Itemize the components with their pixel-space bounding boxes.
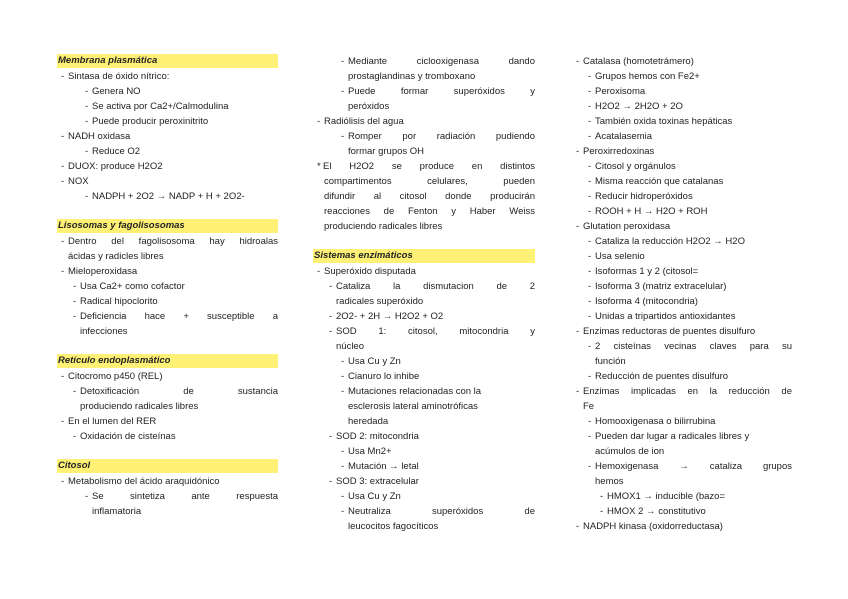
note-text: Mutación → letal — [348, 461, 419, 472]
note-text: radicales superóxido — [336, 296, 424, 307]
note-text: Citosol y orgánulos — [595, 161, 676, 172]
dash-bullet-icon: - — [73, 386, 77, 397]
dash-bullet-icon: - — [85, 101, 89, 112]
note-text: Peroxirredoxinas — [583, 146, 655, 157]
note-line — [313, 279, 535, 294]
section-gap — [57, 444, 278, 459]
dash-bullet-icon: - — [588, 176, 592, 187]
note-line — [313, 369, 535, 384]
dash-bullet-icon: - — [85, 86, 89, 97]
asterisk-icon: * — [317, 161, 321, 172]
dash-bullet-icon: - — [588, 371, 592, 382]
note-line — [313, 474, 535, 489]
note-line — [57, 99, 278, 114]
note-text: Unidas a tripartidos antioxidantes — [595, 311, 736, 322]
note-line — [57, 504, 278, 519]
note-text: Detoxificación de sustancia — [80, 386, 278, 397]
note-line — [572, 294, 792, 309]
note-line — [313, 504, 535, 519]
note-text: Hemoxigenasa → cataliza grupos — [595, 461, 792, 472]
note-line — [57, 174, 278, 189]
dash-bullet-icon: - — [341, 356, 345, 367]
note-line — [572, 54, 792, 69]
note-line — [57, 69, 278, 84]
dash-bullet-icon: - — [85, 491, 89, 502]
note-text: infecciones — [80, 326, 128, 337]
note-text: SOD 2: mitocondria — [336, 431, 419, 442]
note-line — [57, 249, 278, 264]
note-line — [572, 429, 792, 444]
note-text: Dentro del fagolisosoma hay hidroalas — [68, 236, 278, 247]
note-text: reacciones de Fenton y Haber Weiss — [324, 206, 535, 217]
note-text: En el lumen del RER — [68, 416, 157, 427]
note-text: leucocitos fagocíticos — [348, 521, 439, 532]
note-line — [313, 219, 535, 234]
note-line — [313, 489, 535, 504]
dash-bullet-icon: - — [576, 386, 580, 397]
note-line — [313, 459, 535, 474]
note-line — [57, 294, 278, 309]
dash-bullet-icon: - — [341, 506, 345, 517]
note-text: 2O2- + 2H → H2O2 + O2 — [336, 311, 444, 322]
note-line — [313, 174, 535, 189]
note-line — [57, 279, 278, 294]
note-line — [313, 399, 535, 414]
note-line — [572, 399, 792, 414]
column-2 — [313, 54, 535, 534]
note-text: También oxida toxinas hepáticas — [595, 116, 733, 127]
note-line — [572, 414, 792, 429]
dash-bullet-icon: - — [576, 146, 580, 157]
note-text: Se activa por Ca2+/Calmodulina — [92, 101, 229, 112]
note-text: Neutraliza superóxidos de — [348, 506, 535, 517]
note-text: Metabolismo del ácido araquidónico — [68, 476, 220, 487]
note-line — [57, 324, 278, 339]
dash-bullet-icon: - — [576, 221, 580, 232]
dash-bullet-icon: - — [588, 161, 592, 172]
dash-bullet-icon: - — [588, 341, 592, 352]
note-line — [572, 474, 792, 489]
dash-bullet-icon: - — [329, 311, 333, 322]
note-text: Deficiencia hace + susceptible a — [80, 311, 278, 322]
dash-bullet-icon: - — [341, 386, 345, 397]
note-line — [572, 519, 792, 534]
note-line — [313, 309, 535, 324]
note-text: Glutation peroxidasa — [583, 221, 671, 232]
note-line — [57, 489, 278, 504]
dash-bullet-icon: - — [329, 326, 333, 337]
note-line — [57, 309, 278, 324]
note-text: hemos — [595, 476, 624, 487]
dash-bullet-icon: - — [341, 491, 345, 502]
note-line — [572, 354, 792, 369]
note-line — [57, 189, 278, 204]
note-line — [313, 129, 535, 144]
section-heading: Sistemas enzimáticos — [313, 249, 535, 263]
dash-bullet-icon: - — [61, 161, 65, 172]
note-text: Romper por radiación pudiendo — [348, 131, 535, 142]
dash-bullet-icon: - — [61, 266, 65, 277]
dash-bullet-icon: - — [576, 326, 580, 337]
dash-bullet-icon: - — [73, 431, 77, 442]
note-line — [313, 444, 535, 459]
note-line — [313, 339, 535, 354]
note-line — [572, 324, 792, 339]
dash-bullet-icon: - — [588, 71, 592, 82]
dash-bullet-icon: - — [341, 86, 345, 97]
dash-bullet-icon: - — [61, 371, 65, 382]
note-text: Cataliza la reducción H2O2 → H2O — [595, 236, 745, 247]
dash-bullet-icon: - — [341, 446, 345, 457]
note-text: formar grupos OH — [348, 146, 425, 157]
note-line — [313, 54, 535, 69]
note-line — [313, 429, 535, 444]
note-text: Homooxigenasa o bilirrubina — [595, 416, 716, 427]
note-line — [572, 264, 792, 279]
note-line — [572, 174, 792, 189]
dash-bullet-icon: - — [588, 281, 592, 292]
column-1 — [57, 54, 278, 519]
note-line — [57, 474, 278, 489]
note-line — [572, 249, 792, 264]
note-line — [572, 129, 792, 144]
note-text: Cianuro lo inhibe — [348, 371, 420, 382]
note-text: Se sintetiza ante respuesta — [92, 491, 278, 502]
note-line — [57, 429, 278, 444]
note-text: núcleo — [336, 341, 364, 352]
note-line — [572, 384, 792, 399]
dash-bullet-icon: - — [61, 476, 65, 487]
note-text: ácidas y radicles libres — [68, 251, 164, 262]
note-text: Enzimas implicadas en la reducción de — [583, 386, 792, 397]
note-line — [572, 69, 792, 84]
note-line — [57, 84, 278, 99]
section-gap — [57, 204, 278, 219]
note-text: Isoformas 1 y 2 (citosol= — [595, 266, 699, 277]
note-line — [313, 519, 535, 534]
note-line — [57, 129, 278, 144]
dash-bullet-icon: - — [329, 431, 333, 442]
note-text: Mieloperoxidasa — [68, 266, 138, 277]
dash-bullet-icon: - — [576, 521, 580, 532]
note-line — [57, 414, 278, 429]
note-text: SOD 3: extracelular — [336, 476, 419, 487]
note-line — [313, 324, 535, 339]
note-text: prostaglandinas y tromboxano — [348, 71, 476, 82]
note-text: Usa selenio — [595, 251, 645, 262]
dash-bullet-icon: - — [73, 296, 77, 307]
note-text: Isoforma 4 (mitocondria) — [595, 296, 698, 307]
note-text: peróxidos — [348, 101, 390, 112]
note-line — [572, 144, 792, 159]
note-text: 2 cisteínas vecinas claves para su — [595, 341, 792, 352]
note-line — [313, 204, 535, 219]
note-line — [572, 189, 792, 204]
note-text: produciendo radicales libres — [324, 221, 443, 232]
note-line — [313, 84, 535, 99]
dash-bullet-icon: - — [341, 371, 345, 382]
dash-bullet-icon: - — [588, 86, 592, 97]
note-text: Usa Cu y Zn — [348, 491, 401, 502]
note-line — [313, 294, 535, 309]
note-text: HMOX 2 → constitutivo — [607, 506, 706, 517]
note-text: DUOX: produce H2O2 — [68, 161, 163, 172]
dash-bullet-icon: - — [317, 266, 321, 277]
note-text: Mediante ciclooxigenasa dando — [348, 56, 535, 67]
dash-bullet-icon: - — [588, 191, 592, 202]
note-line — [572, 84, 792, 99]
dash-bullet-icon: - — [61, 236, 65, 247]
dash-bullet-icon: - — [73, 311, 77, 322]
note-line — [572, 234, 792, 249]
dash-bullet-icon: - — [85, 116, 89, 127]
note-text: Usa Ca2+ como cofactor — [80, 281, 185, 292]
note-line — [57, 384, 278, 399]
note-text: NADPH kinasa (oxidorreductasa) — [583, 521, 723, 532]
note-line — [572, 444, 792, 459]
note-line — [572, 309, 792, 324]
note-text: produciendo radicales libres — [80, 401, 199, 412]
dash-bullet-icon: - — [329, 281, 333, 292]
note-text: Usa Mn2+ — [348, 446, 392, 457]
note-line — [57, 264, 278, 279]
note-text: Misma reacción que catalanas — [595, 176, 724, 187]
note-text: Puede producir peroxinitrito — [92, 116, 209, 127]
section-heading: Retículo endoplasmático — [57, 354, 278, 368]
note-line — [572, 114, 792, 129]
note-line — [572, 99, 792, 114]
note-line — [572, 219, 792, 234]
dash-bullet-icon: - — [588, 296, 592, 307]
note-text: Reducir hidroperóxidos — [595, 191, 693, 202]
note-text: Catalasa (homotetrámero) — [583, 56, 694, 67]
note-text: Oxidación de cisteínas — [80, 431, 176, 442]
note-line — [57, 399, 278, 414]
note-line — [313, 159, 535, 174]
note-text: Isoforma 3 (matriz extracelular) — [595, 281, 727, 292]
note-text: NOX — [68, 176, 89, 187]
dash-bullet-icon: - — [588, 431, 592, 442]
note-text: Fe — [583, 401, 595, 412]
dash-bullet-icon: - — [61, 71, 65, 82]
note-text: El H2O2 se produce en distintos — [323, 161, 535, 172]
note-text: Puede formar superóxidos y — [348, 86, 535, 97]
note-line — [313, 114, 535, 129]
note-line — [57, 159, 278, 174]
note-text: Superóxido disputada — [324, 266, 416, 277]
dash-bullet-icon: - — [588, 116, 592, 127]
note-line — [313, 99, 535, 114]
dash-bullet-icon: - — [85, 191, 89, 202]
column-3 — [572, 54, 792, 534]
note-line — [57, 369, 278, 384]
note-text: Grupos hemos con Fe2+ — [595, 71, 700, 82]
dash-bullet-icon: - — [73, 281, 77, 292]
note-text: acúmulos de ion — [595, 446, 665, 457]
note-text: heredada — [348, 416, 389, 427]
dash-bullet-icon: - — [317, 116, 321, 127]
dash-bullet-icon: - — [576, 56, 580, 67]
dash-bullet-icon: - — [341, 56, 345, 67]
note-text: inflamatoria — [92, 506, 142, 517]
note-line — [57, 144, 278, 159]
note-text: esclerosis lateral aminotróficas — [348, 401, 478, 412]
dash-bullet-icon: - — [588, 461, 592, 472]
section-gap — [57, 339, 278, 354]
note-text: NADPH + 2O2 → NADP + H + 2O2- — [92, 191, 245, 202]
note-text: Radiólisis del agua — [324, 116, 404, 127]
note-text: Peroxisoma — [595, 86, 646, 97]
section-heading: Citosol — [57, 459, 278, 473]
note-line — [313, 189, 535, 204]
note-line — [572, 504, 792, 519]
dash-bullet-icon: - — [341, 461, 345, 472]
note-line — [572, 204, 792, 219]
section-heading: Membrana plasmática — [57, 54, 278, 68]
note-line — [572, 459, 792, 474]
note-text: Pueden dar lugar a radicales libres y — [595, 431, 750, 442]
note-line — [572, 339, 792, 354]
note-text: Mutaciones relacionadas con la — [348, 386, 482, 397]
dash-bullet-icon: - — [329, 476, 333, 487]
section-heading: Lisosomas y fagolisosomas — [57, 219, 278, 233]
note-line — [57, 234, 278, 249]
dash-bullet-icon: - — [588, 131, 592, 142]
note-line — [57, 114, 278, 129]
dash-bullet-icon: - — [600, 506, 604, 517]
dash-bullet-icon: - — [588, 101, 592, 112]
note-text: Usa Cu y Zn — [348, 356, 401, 367]
note-text: función — [595, 356, 626, 367]
note-line — [572, 279, 792, 294]
note-text: H2O2 → 2H2O + 2O — [595, 101, 683, 112]
dash-bullet-icon: - — [61, 176, 65, 187]
dash-bullet-icon: - — [61, 416, 65, 427]
dash-bullet-icon: - — [61, 131, 65, 142]
note-text: Citocromo p450 (REL) — [68, 371, 163, 382]
note-text: Radical hipoclorito — [80, 296, 158, 307]
dash-bullet-icon: - — [341, 131, 345, 142]
note-text: Sintasa de óxido nítrico: — [68, 71, 170, 82]
note-text: NADH oxidasa — [68, 131, 131, 142]
note-line — [313, 264, 535, 279]
note-text: difundir al citosol donde producirán — [324, 191, 535, 202]
note-text: Acatalasemia — [595, 131, 653, 142]
note-text: HMOX1 → inducible (bazo= — [607, 491, 726, 502]
dash-bullet-icon: - — [588, 266, 592, 277]
note-text: Enzimas reductoras de puentes disulfuro — [583, 326, 756, 337]
note-line — [313, 354, 535, 369]
dash-bullet-icon: - — [600, 491, 604, 502]
dash-bullet-icon: - — [588, 416, 592, 427]
note-text: Genera NO — [92, 86, 141, 97]
section-gap — [313, 234, 535, 249]
note-line — [313, 414, 535, 429]
note-line — [313, 384, 535, 399]
note-line — [572, 159, 792, 174]
dash-bullet-icon: - — [588, 251, 592, 262]
note-text: Cataliza la dismutacion de 2 — [336, 281, 535, 292]
dash-bullet-icon: - — [588, 206, 592, 217]
note-line — [313, 69, 535, 84]
note-line — [572, 489, 792, 504]
note-text: Reduce O2 — [92, 146, 141, 157]
dash-bullet-icon: - — [85, 146, 89, 157]
note-line — [313, 144, 535, 159]
dash-bullet-icon: - — [588, 311, 592, 322]
note-text: Reducción de puentes disulfuro — [595, 371, 729, 382]
note-text: compartimentos celulares, pueden — [324, 176, 535, 187]
dash-bullet-icon: - — [588, 236, 592, 247]
note-line — [572, 369, 792, 384]
note-text: ROOH + H → H2O + ROH — [595, 206, 708, 217]
note-text: SOD 1: citosol, mitocondria y — [336, 326, 535, 337]
